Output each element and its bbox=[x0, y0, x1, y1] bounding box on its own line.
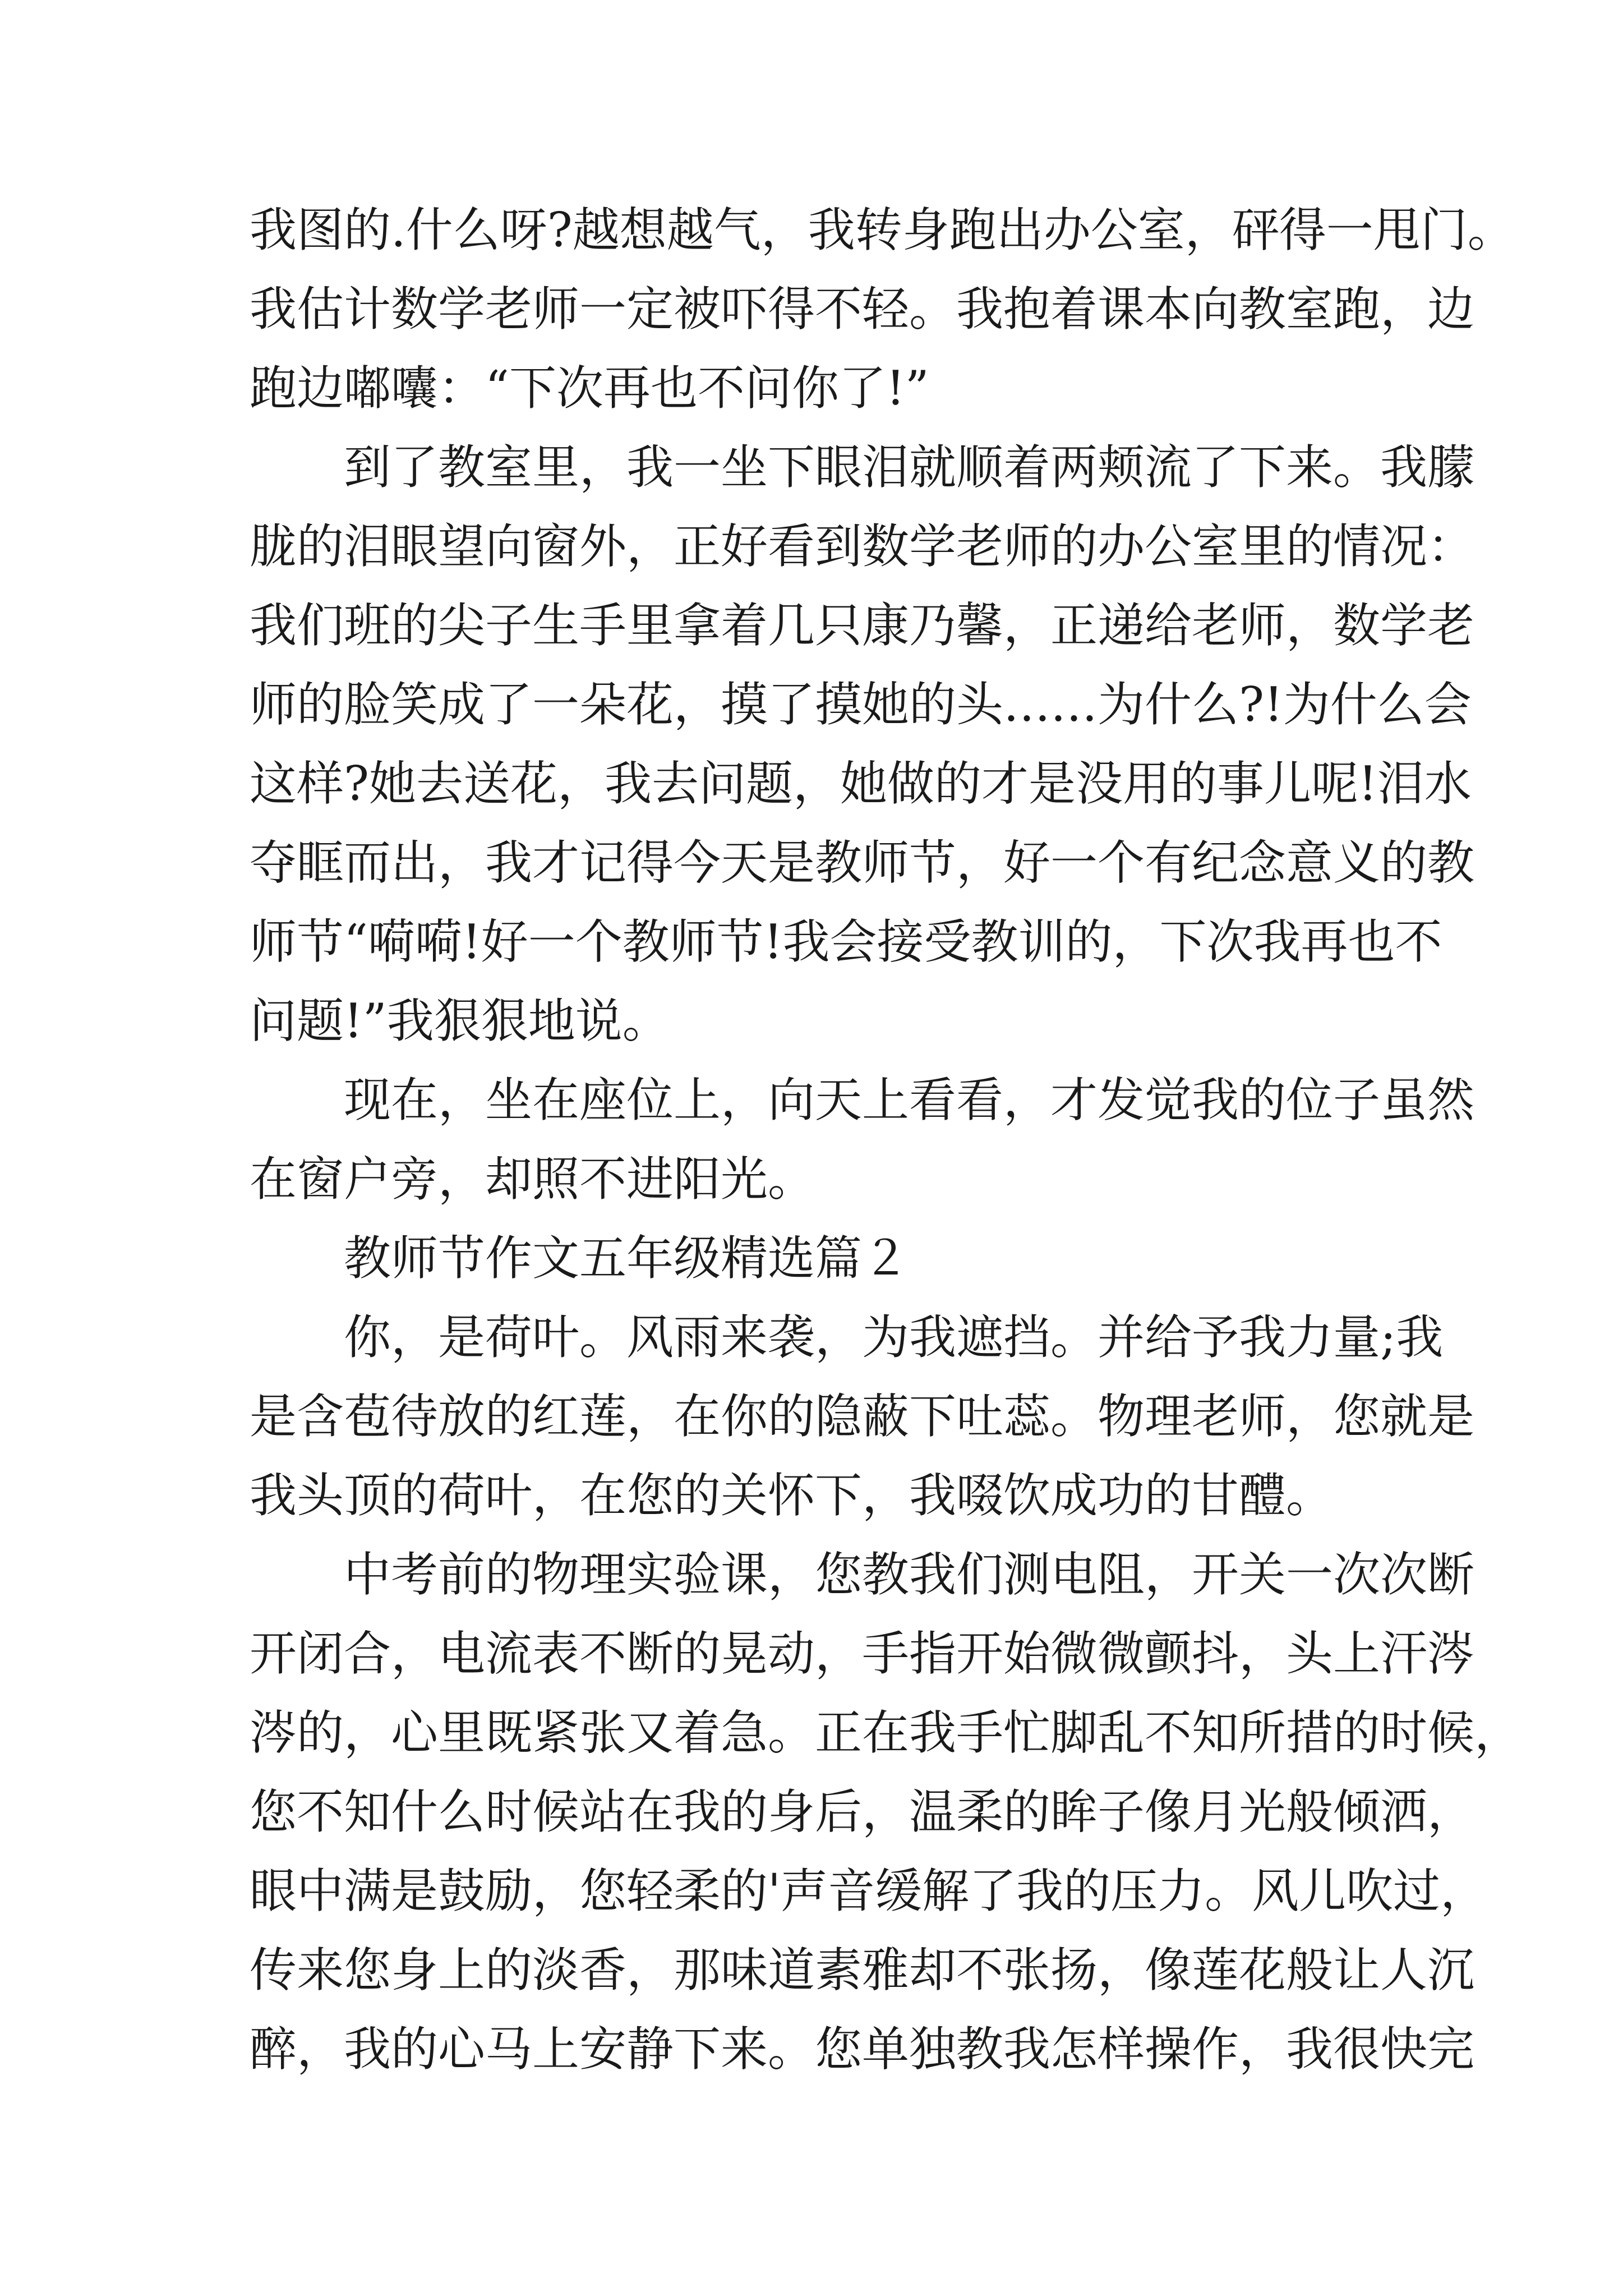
text-line: 您不知什么时候站在我的身后，温柔的眸子像月光般倾洒， bbox=[250, 1784, 1475, 1839]
text-line: 眼中满是鼓励，您轻柔的'声音缓解了我的压力。风儿吹过， bbox=[250, 1864, 1488, 1918]
text-line: 是含苞待放的红莲，在你的隐蔽下吐蕊。物理老师，您就是 bbox=[250, 1389, 1475, 1444]
text-line: 胧的泪眼望向窗外，正好看到数学老师的办公室里的情况： bbox=[250, 519, 1475, 574]
text-line: 我头顶的荷叶，在您的关怀下，我啜饮成功的甘醴。 bbox=[250, 1468, 1334, 1523]
paragraph bbox=[250, 1061, 1475, 1219]
text-line: 你，是荷叶。风雨来袭，为我遮挡。并给予我力量;我 bbox=[344, 1310, 1444, 1365]
text-line: 问题!”我狠狠地说。 bbox=[250, 993, 670, 1048]
paragraph bbox=[250, 1535, 1522, 2089]
text-line: 我图的.什么呀?越想越气，我转身跑出办公室，砰得一甩门。 bbox=[250, 203, 1515, 257]
text-line: 夺眶而出，我才记得今天是教师节，好一个有纪念意义的教 bbox=[250, 835, 1475, 890]
text-line: 师的脸笑成了一朵花，摸了摸她的头……为什么?!为什么会 bbox=[250, 677, 1472, 732]
section-heading bbox=[250, 1219, 1394, 1298]
text-line: 中考前的物理实验课，您教我们测电阻，开关一次次断 bbox=[344, 1547, 1475, 1602]
text-line: 我们班的尖子生手里拿着几只康乃馨，正递给老师，数学老 bbox=[250, 598, 1475, 653]
text-line: 师节“嗬嗬!好一个教师节!我会接受教训的，下次我再也不 bbox=[250, 914, 1442, 969]
text-line: 传来您身上的淡香，那味道素雅却不张扬，像莲花般让人沉 bbox=[250, 1943, 1475, 1998]
text-line: 到了教室里，我一坐下眼泪就顺着两颊流了下来。我朦 bbox=[344, 440, 1475, 495]
text-line: 我估计数学老师一定被吓得不轻。我抱着课本向教室跑，边 bbox=[250, 282, 1475, 337]
document-body bbox=[250, 191, 1522, 2089]
text-line: 现在，坐在座位上，向天上看看，才发觉我的位子虽然 bbox=[344, 1073, 1475, 1128]
text-line: 醉，我的心马上安静下来。您单独教我怎样操作，我很快完 bbox=[250, 2022, 1475, 2077]
text-line: 开闭合，电流表不断的晃动，手指开始微微颤抖，头上汗涔 bbox=[250, 1626, 1475, 1681]
text-line: 跑边嘟囔：“下次再也不问你了!” bbox=[250, 361, 929, 416]
text-line: 涔的，心里既紧张又着急。正在我手忙脚乱不知所措的时候， bbox=[250, 1705, 1522, 1760]
text-line: 教师节作文五年级精选篇２ bbox=[344, 1231, 910, 1286]
text-line: 在窗户旁，却照不进阳光。 bbox=[250, 1152, 815, 1207]
paragraph bbox=[250, 1298, 1475, 1535]
paragraph bbox=[250, 428, 1475, 1061]
paragraph bbox=[250, 191, 1515, 428]
text-line: 这样?她去送花，我去问题，她做的才是没用的事儿呢!泪水 bbox=[250, 756, 1472, 811]
